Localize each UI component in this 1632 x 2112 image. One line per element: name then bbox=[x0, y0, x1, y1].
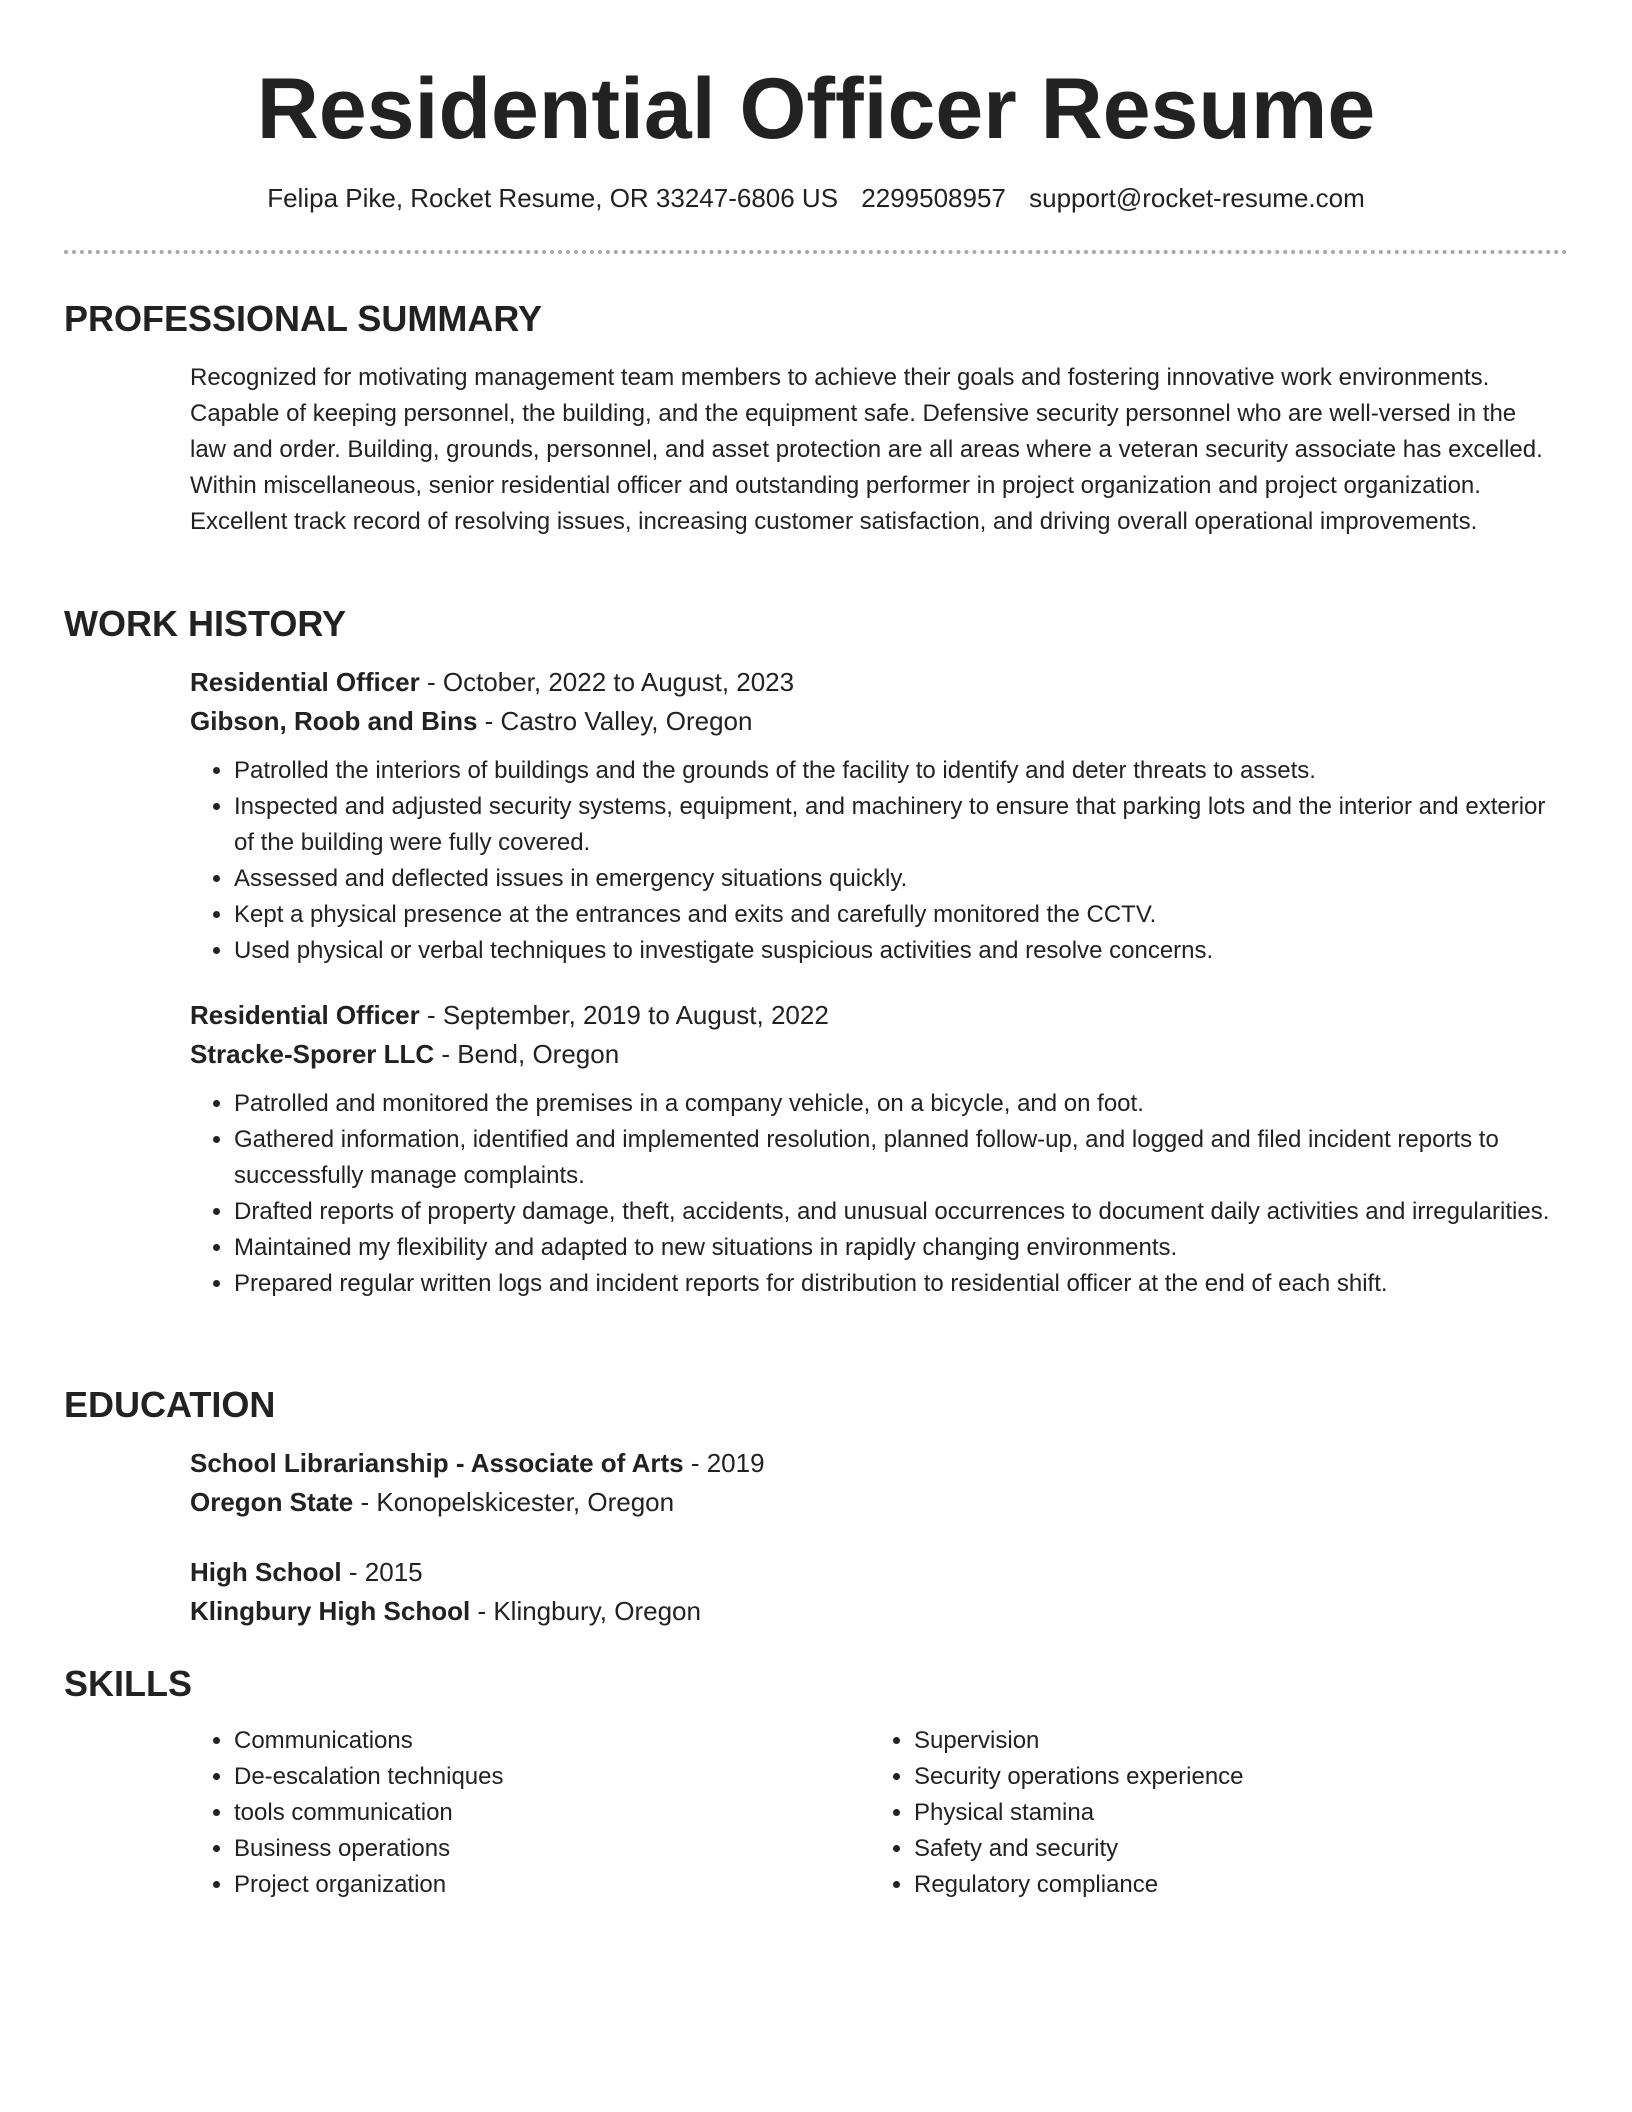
resume-title: Residential Officer Resume bbox=[256, 61, 1376, 157]
work-history-heading: WORK HISTORY bbox=[64, 603, 347, 644]
skills-list bbox=[190, 1723, 1558, 1903]
education-entry bbox=[190, 1553, 1558, 1631]
education-section bbox=[64, 1382, 1568, 1631]
education-location: - Konopelskicester, Oregon bbox=[353, 1487, 675, 1517]
education-year: - 2015 bbox=[341, 1557, 423, 1587]
job-entry bbox=[190, 663, 1558, 969]
list-item: • Patrolled the interiors of buildings and the grounds of the facility to identify and deter threats to assets. bbox=[234, 753, 1558, 789]
list-item: • Inspected and adjusted security systems, equipment, and machinery to ensure that parking lots and the interior and exterior of the building were fully covered. bbox=[234, 789, 1558, 861]
skill-item: • Regulatory compliance bbox=[914, 1867, 1550, 1903]
list-item: • Assessed and deflected issues in emergency situations quickly. bbox=[234, 861, 1558, 897]
education-year: - 2019 bbox=[683, 1448, 765, 1478]
list-item: • Used physical or verbal techniques to investigate suspicious activities and resolve concerns. bbox=[234, 933, 1558, 969]
job-bullets bbox=[190, 1086, 1558, 1302]
job-company: Gibson, Roob and Bins bbox=[190, 706, 478, 736]
job-dates: - October, 2022 to August, 2023 bbox=[419, 667, 795, 697]
list-item: • Drafted reports of property damage, theft, accidents, and unusual occurrences to document daily activities and irregularities. bbox=[234, 1194, 1558, 1230]
contact-address: Felipa Pike, Rocket Resume, OR 33247-6806 US bbox=[267, 183, 839, 213]
job-location: - Castro Valley, Oregon bbox=[477, 706, 753, 736]
job-entry bbox=[190, 996, 1558, 1302]
education-school-line bbox=[190, 1483, 1558, 1522]
job-title-line bbox=[190, 996, 1558, 1035]
contact-phone: 2299508957 bbox=[861, 183, 1006, 213]
education-school: Klingbury High School bbox=[190, 1596, 471, 1626]
list-item: • Kept a physical presence at the entrances and exits and carefully monitored the CCTV. bbox=[234, 897, 1558, 933]
header-divider bbox=[64, 250, 1568, 254]
skill-item: • Security operations experience bbox=[914, 1759, 1550, 1795]
job-title: Residential Officer bbox=[190, 1000, 420, 1030]
job-location: - Bend, Oregon bbox=[434, 1039, 620, 1069]
list-item: • Patrolled and monitored the premises in a company vehicle, on a bicycle, and on foot. bbox=[234, 1086, 1558, 1122]
job-company: Stracke-Sporer LLC bbox=[190, 1039, 435, 1069]
job-company-line bbox=[190, 1035, 1558, 1074]
skill-item: • Safety and security bbox=[914, 1831, 1550, 1867]
skill-item: • De-escalation techniques bbox=[234, 1759, 870, 1795]
summary-text: Recognized for motivating management team members to achieve their goals and fostering innovative work environments. Capable of keeping personnel, the building, and the equipment safe. Defensive security personnel who are well-versed in the law and order. Building, grounds, personnel, and asset protection are all areas where a veteran security associate has excelled. Within miscellaneous, senior residential officer and outstanding performer in project organization and project organization. Excellent track record of resolving issues, increasing customer satisfaction, and driving overall operational improvements. bbox=[190, 364, 1543, 535]
skill-item: • Physical stamina bbox=[914, 1795, 1550, 1831]
job-title: Residential Officer bbox=[190, 667, 420, 697]
job-bullets bbox=[190, 753, 1558, 969]
skills-column-right bbox=[870, 1723, 1550, 1903]
education-degree-line bbox=[190, 1553, 1558, 1592]
job-company-line bbox=[190, 702, 1558, 741]
skill-item: • Communications bbox=[234, 1723, 870, 1759]
job-dates: - September, 2019 to August, 2022 bbox=[419, 1000, 829, 1030]
education-location: - Klingbury, Oregon bbox=[470, 1596, 701, 1626]
skill-item: • Supervision bbox=[914, 1723, 1550, 1759]
contact-email: support@rocket-resume.com bbox=[1029, 183, 1365, 213]
skills-section bbox=[64, 1661, 1568, 1903]
skill-item: • Project organization bbox=[234, 1867, 870, 1903]
list-item: • Prepared regular written logs and incident reports for distribution to residential officer at the end of each shift. bbox=[234, 1266, 1558, 1302]
education-school-line bbox=[190, 1592, 1558, 1631]
education-school: Oregon State bbox=[190, 1487, 354, 1517]
list-item: • Maintained my flexibility and adapted to new situations in rapidly changing environments. bbox=[234, 1230, 1558, 1266]
education-degree-line bbox=[190, 1444, 1558, 1483]
education-entry bbox=[190, 1444, 1558, 1522]
list-item: • Gathered information, identified and implemented resolution, planned follow-up, and logged and filed incident reports to successfully manage complaints. bbox=[234, 1122, 1558, 1194]
skill-item: • Business operations bbox=[234, 1831, 870, 1867]
job-title-line bbox=[190, 663, 1558, 702]
skills-column-left bbox=[190, 1723, 870, 1903]
education-degree: High School bbox=[190, 1557, 342, 1587]
contact-line bbox=[0, 180, 1632, 216]
summary-section bbox=[64, 296, 1568, 540]
education-degree: School Librarianship - Associate of Arts bbox=[190, 1448, 684, 1478]
work-history-section bbox=[64, 601, 1568, 1302]
education-heading: EDUCATION bbox=[64, 1384, 276, 1425]
summary-heading: PROFESSIONAL SUMMARY bbox=[64, 298, 543, 339]
skill-item: • tools communication bbox=[234, 1795, 870, 1831]
skills-heading: SKILLS bbox=[64, 1663, 193, 1704]
